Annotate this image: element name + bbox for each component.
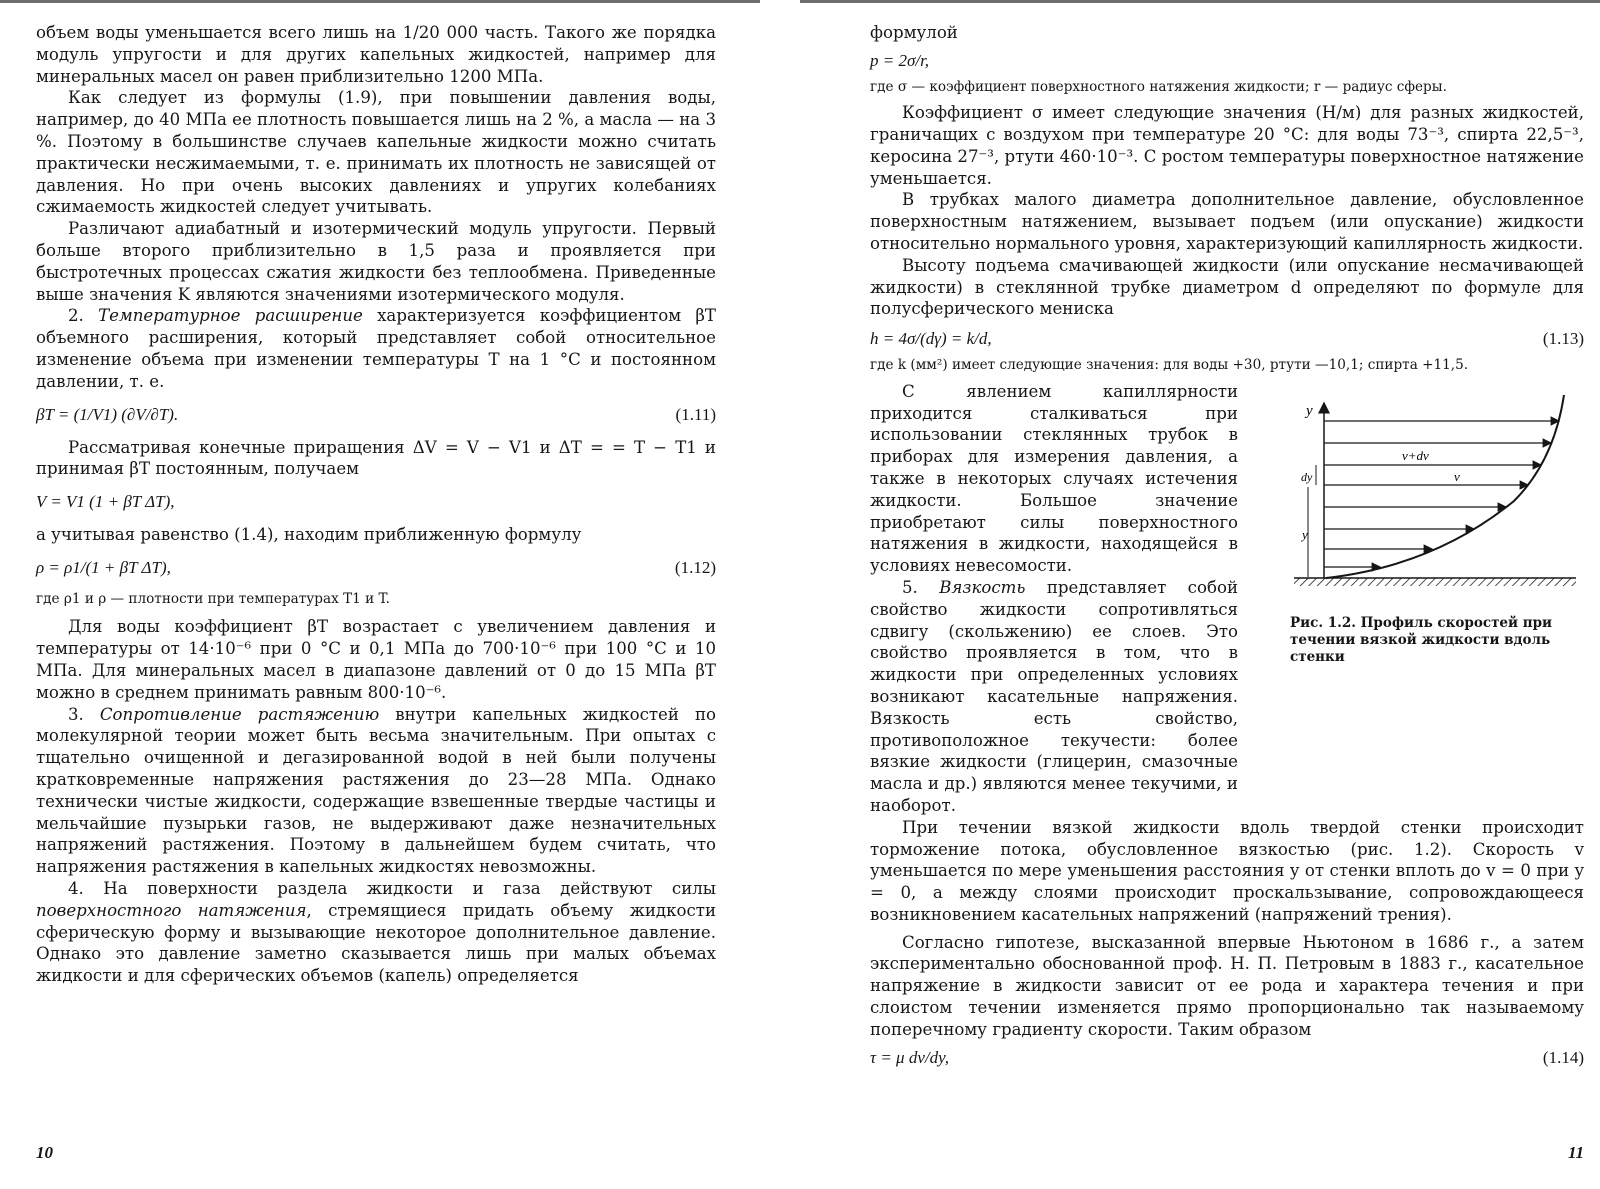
velocity-profile-diagram <box>1284 381 1584 611</box>
formula-number: (1.12) <box>674 557 716 577</box>
term-italic: поверхностного натяжения <box>36 900 307 920</box>
page-number: 11 <box>1567 1143 1584 1162</box>
page-number: 10 <box>36 1143 53 1162</box>
y-axis-label: y <box>1306 402 1313 419</box>
velocity-profile-curve <box>1326 395 1564 578</box>
formula-text: p = 2σ/r, <box>870 50 930 70</box>
figure-side-text <box>870 381 1238 817</box>
term-italic: Сопротивление растяжению <box>99 704 380 724</box>
formula-number: (1.14) <box>1542 1047 1584 1067</box>
paragraph: При течении вязкой жидкости вдоль твердой стенки происходит торможение потока, обусловленное вязкостью (рис. 1.2). Скорость v уменьшается по мере уменьшения расстояния y от стенки вплоть до v = 0 при y = 0, а между слоями происходит проскальзывание, сопровождающееся возникновением касательных напряжений (напряжений трения). <box>870 817 1584 924</box>
paragraph: Согласно гипотезе, высказанной впервые Ньютоном в 1686 г., а затем экспериментально обоснованной проф. Н. П. Петровым в 1883 г., касательное напряжение в жидкости зависит от ее рода и характера течения и при слоистом течении изменяется прямо пропорционально так называемому поперечному градиенту скорости. Таким образом <box>870 932 1584 1039</box>
left-page <box>0 0 760 1189</box>
text-span: внутри капельных жидкостей по молекулярной теории может быть весьма значительным. При опытах с тщательно очищенной и дегазированной водой в ней были получены кратковременные напряжения растяжения до 23—28 МПа. Однако технически чистые жидкости, содержащие взвешенные твердые частицы и мельчайшие пузырьки газов, не выдерживают даже незначительных напряжений растяжения. Поэтому в дальнейшем будем считать, что напряжения растяжения в капельных жидкостях невозможны. <box>36 704 716 877</box>
paragraph: а учитывая равенство (1.4), находим приближенную формулу <box>36 525 582 545</box>
text-span: 4. На поверхности раздела жидкости и газа действуют силы <box>68 879 716 898</box>
formula-1-13 <box>870 328 1584 350</box>
formula-1-12 <box>36 557 716 579</box>
paragraph: Коэффициент σ имеет следующие значения (Н/м) для разных жидкостей, граничащих с воздухом при температуре 20 °C: для воды 73⁻³, спирта 22,5⁻³, керосина 27⁻³, ртути 460·10⁻³. С ростом температуры поверхностное натяжение уменьшается. <box>870 103 1584 188</box>
text-span: 5. <box>902 577 940 597</box>
text-span: характеризуется коэффициентом βT объемного расширения, который представляет собой относительное изменение объема при изменении температуры T на 1 °C и постоянном давлении, т. е. <box>36 306 717 391</box>
formula-text: h = 4σ/(dγ) = k/d, <box>870 329 992 349</box>
paragraph: Как следует из формулы (1.9), при повышении давления воды, например, до 40 МПа ее плотность повышается лишь на 2 %, а масла — на 3 %. Поэтому в большинстве случаев капельные жидкости можно считать практически несжимаемыми, т. е. принимать их плотность не зависящей от давления. Но при очень высоких давлениях и упругих колебаниях сжимаемость жидкостей следует учитывать. <box>36 88 716 217</box>
text-span: 2. <box>68 306 99 326</box>
text-span: представляет собой свойство жидкости сопротивляться сдвигу (скольжению) ее слоев. Это свойство проявляется в том, что в жидкости при определенных условиях возникают касательные напряжения. Вязкость есть свойство, противоположное текучести: более вязкие жидкости (глицерин, смазочные масла и др.) являются менее текучими, и наоборот. <box>870 577 1238 815</box>
formula-1-14 <box>870 1047 1584 1069</box>
paragraph-viscosity <box>870 577 1238 817</box>
figure-caption: Рис. 1.2. Профиль скоростей при течении вязкой жидкости вдоль стенки <box>1290 614 1553 665</box>
figure-1-2 <box>1284 381 1584 817</box>
paragraph: Различают адиабатный и изотермический модуль упругости. Первый больше второго приблизительно в 1,5 раза и проявляется при быстротечных процессах сжатия жидкости без теплообмена. Приведенные выше значения K являются значениями изотермического модуля. <box>36 219 716 304</box>
figure-block <box>870 381 1584 817</box>
top-rule <box>0 0 760 3</box>
paragraph-surface-tension <box>36 878 716 987</box>
paragraph-thermal-expansion <box>36 305 716 392</box>
formula-text: βT = (1/V1) (∂V/∂T). <box>36 404 179 424</box>
paragraph: объем воды уменьшается всего лишь на 1/20 000 часть. Такого же порядка модуль упругости и для других капельных жидкостей, например для минеральных масел он равен приблизительно 1200 МПа. <box>36 23 716 86</box>
text-span: , стремящиеся придать объему жидкости сферическую форму и вызывающие некоторое дополнительное давление. Однако это давление заметно сказывается лишь при малых объемах жидкости и для сферических объемов (капель) определяется <box>36 900 716 986</box>
paragraph: С явлением капиллярности приходится сталкиваться при использовании стеклянных трубок в приборах для измерения давления, а также в некоторых случаях истечения жидкости. Большое значение приобретают силы поверхностного натяжения в жидкости, находящейся в условиях невесомости. <box>870 381 1238 576</box>
paragraph: Для воды коэффициент βT возрастает с увеличением давления и температуры от 14·10⁻⁶ при 0 °C и 0,1 МПа до 700·10⁻⁶ при 100 °C и 10 МПа. Для минеральных масел в диапазоне давлений от 0 до 15 МПа βT можно в среднем принимать равным 800·10⁻⁶. <box>36 617 716 702</box>
v-label: v <box>1454 468 1460 484</box>
formula-text: V = V1 (1 + βT ΔT), <box>36 492 175 512</box>
v-dv-label: v+dv <box>1402 447 1429 463</box>
formula-text: τ = μ dv/dy, <box>870 1047 949 1067</box>
paragraph: В трубках малого диаметра дополнительное давление, обусловленное поверхностным натяжением, вызывает подъем (или опускание) жидкости относительно нормального уровня, характеризующий капиллярность жидкости. <box>870 190 1584 254</box>
formula-p <box>870 50 1584 72</box>
right-text-column <box>870 22 1584 1069</box>
y-distance-label: y <box>1302 526 1308 542</box>
wall-hatching <box>1294 578 1576 586</box>
note: где ρ1 и ρ — плотности при температурах T1 и T. <box>36 590 390 607</box>
formula-text: ρ = ρ1/(1 + βT ΔT), <box>36 557 171 577</box>
text-span: 3. <box>68 704 100 724</box>
term-italic: Вязкость <box>939 577 1026 597</box>
right-page <box>800 0 1600 1189</box>
note: где σ — коэффициент поверхностного натяжения жидкости; r — радиус сферы. <box>870 78 1447 95</box>
paragraph: Высоту подъема смачивающей жидкости (или опускание несмачивающей жидкости) в стеклянной трубке диаметром d определяют по формуле для полусферического мениска <box>870 255 1584 319</box>
dy-label: dy <box>1301 469 1313 484</box>
paragraph-tension <box>36 704 716 878</box>
formula-1-11 <box>36 404 716 426</box>
note: где k (мм²) имеет следующие значения: для воды +30, ртути —10,1; спирта +11,5. <box>870 357 1469 374</box>
term-italic: Температурное расширение <box>98 306 363 326</box>
paragraph: формулой <box>870 23 958 42</box>
formula-number: (1.11) <box>675 404 716 424</box>
formula-v <box>36 491 716 513</box>
paragraph: Рассматривая конечные приращения ΔV = V − V1 и ΔT = = T − T1 и принимая βT постоянным, получаем <box>36 437 716 479</box>
formula-number: (1.13) <box>1542 329 1584 349</box>
left-text-column <box>36 22 716 987</box>
top-rule <box>800 0 1600 3</box>
